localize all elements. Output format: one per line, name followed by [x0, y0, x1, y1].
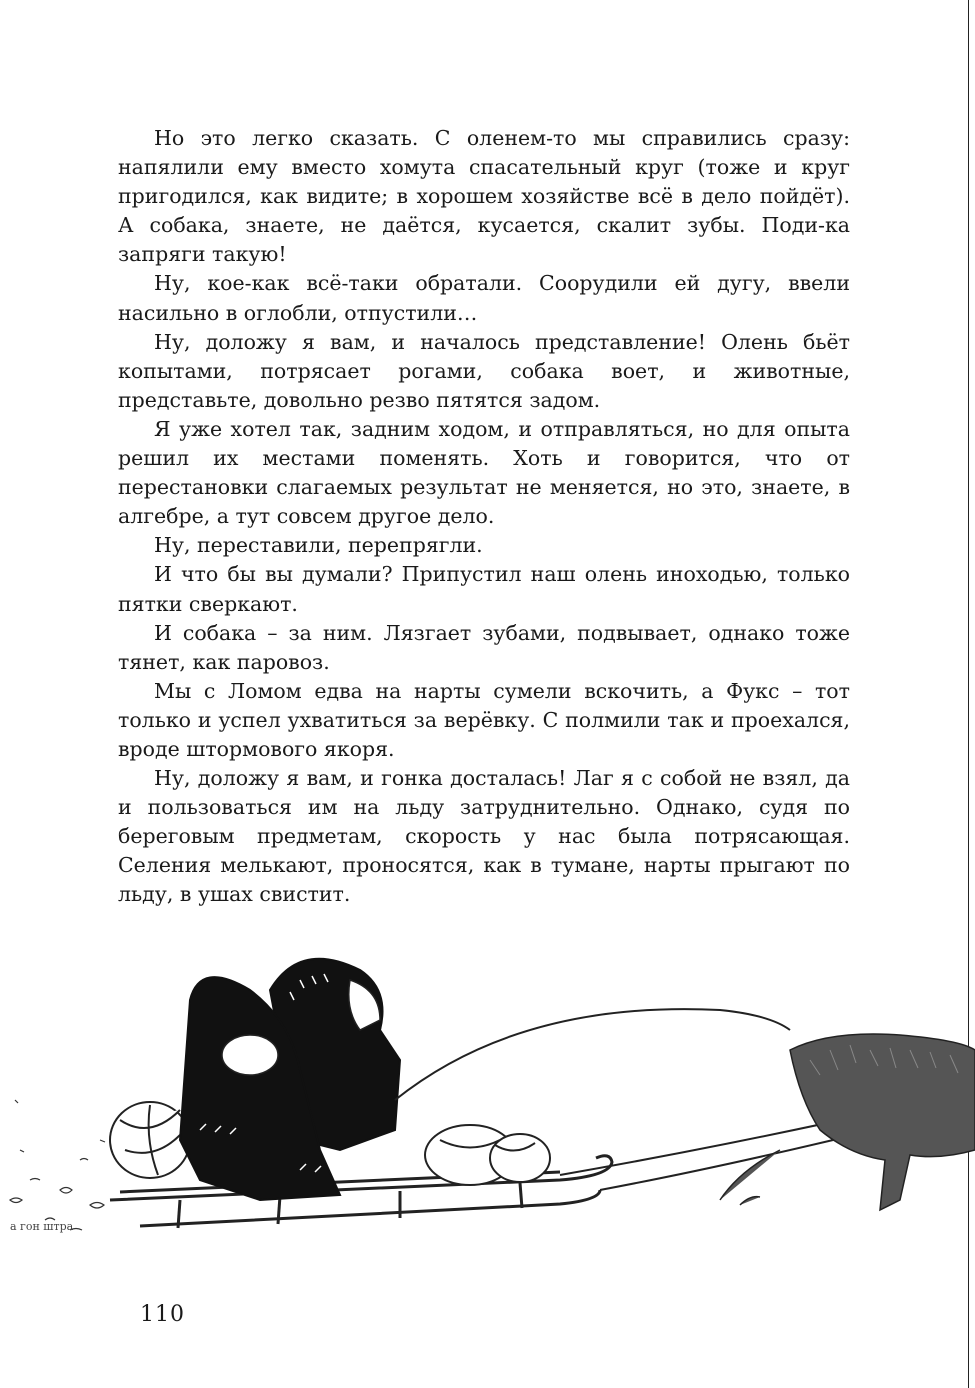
paragraph: Но это легко сказать. С оленем-то мы справились сразу: напялили ему вместо хомута спасательный круг (тоже и круг пригодился, как видите; в хорошем хозяйстве всё в дело пойдёт). А собака, знаете, не даётся, кусается, скалит зубы. Поди-ка запряги такую! — [118, 126, 850, 267]
paragraph: И собака – за ним. Лязгает зубами, подвывает, однако тоже тянет, как паровоз. — [118, 620, 850, 674]
paragraph: Ну, кое-как всё-таки обратали. Соорудили ей дугу, ввели насильно в оглобли, отпустили… — [118, 271, 850, 325]
paragraph: И что бы вы думали? Припустил наш олень иноходью, только пятки сверкают. — [118, 562, 850, 616]
snow-spray — [10, 1100, 105, 1230]
paragraph: Мы с Ломом едва на нарты сумели вскочить, а Фукс – тот только и успел ухватиться за верёвку. С полмили так и проехался, вроде штормового якоря. — [118, 678, 850, 761]
page-number: 110 — [140, 1302, 185, 1327]
body-text — [118, 124, 850, 910]
paragraph: Ну, переставили, перепрягли. — [154, 533, 483, 558]
artist-signature: а гон штра — [10, 1220, 74, 1233]
dog — [720, 1034, 975, 1210]
sled-illustration — [0, 900, 975, 1260]
paragraph: Ну, доложу я вам, и началось представление! Олень бьёт копытами, потрясает рогами, собака воет, и животные, представьте, довольно резво пятятся задом. — [118, 329, 850, 412]
paragraph: Я уже хотел так, задним ходом, и отправляться, но для опыта решил их местами поменять. Хоть и говорится, что от перестановки слагаемых результат не меняется, но это, знаете, в алгебре, а тут совсем другое дело. — [118, 416, 850, 529]
paragraph: Ну, доложу я вам, и гонка досталась! Лаг я с собой не взял, да и пользоваться им на льду затруднительно. Однако, судя по береговым предметам, скорость у нас была потрясающая. Селения мелькают, проносятся, как в тумане, нарты прыгают по льду, в ушах свистит. — [118, 766, 850, 907]
